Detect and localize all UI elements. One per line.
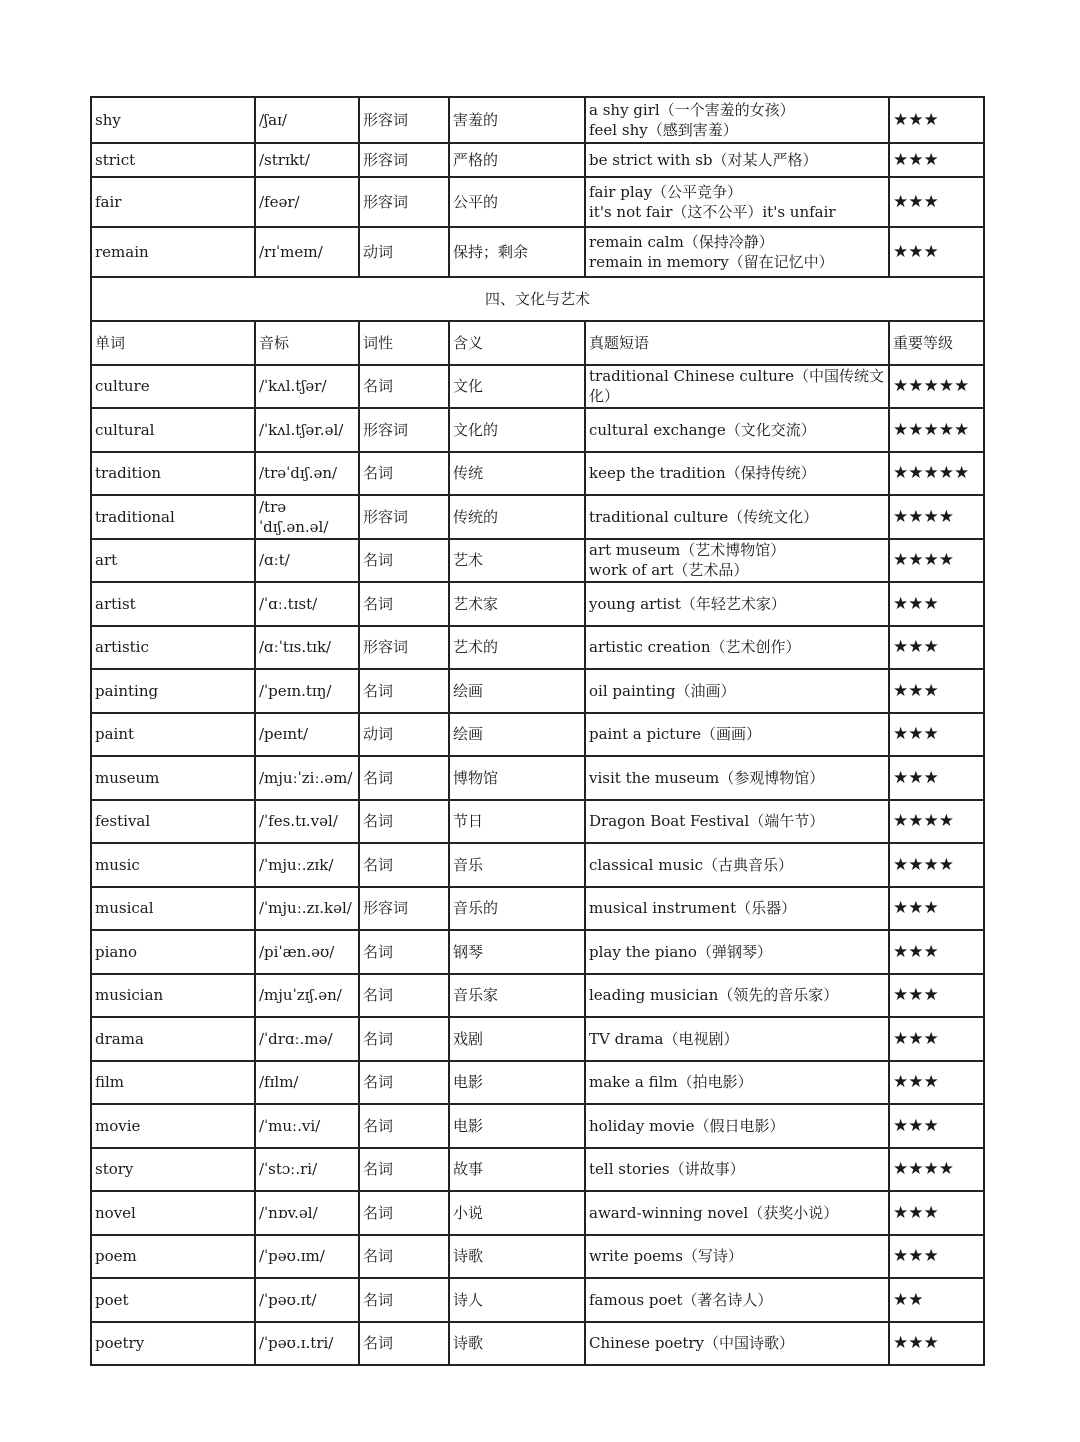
word-cell: artistic — [91, 626, 255, 670]
pos-cell: 名词 — [359, 1148, 449, 1192]
meaning-cell: 音乐家 — [449, 974, 585, 1018]
ipa-cell: /feər/ — [255, 177, 359, 227]
table-row — [91, 974, 984, 1018]
meaning-cell: 文化的 — [449, 408, 585, 452]
examples-cell — [585, 582, 889, 626]
meaning-cell: 艺术家 — [449, 582, 585, 626]
example-phrase: paint a picture（画画） — [589, 725, 762, 744]
vocabulary-table-body — [91, 97, 984, 1365]
pos-cell: 名词 — [359, 800, 449, 844]
pos-cell: 动词 — [359, 227, 449, 277]
example-phrase: write poems（写诗） — [589, 1247, 743, 1266]
table-row — [91, 539, 984, 583]
example-phrase: visit the museum（参观博物馆） — [589, 768, 825, 787]
table-row — [91, 1278, 984, 1322]
importance-stars: ★★★ — [889, 626, 984, 670]
word-cell: festival — [91, 800, 255, 844]
meaning-cell: 戏剧 — [449, 1017, 585, 1061]
table-row — [91, 1322, 984, 1366]
table-row — [91, 843, 984, 887]
meaning-cell: 保持；剩余 — [449, 227, 585, 277]
examples-cell — [585, 669, 889, 713]
word-cell: remain — [91, 227, 255, 277]
meaning-cell: 电影 — [449, 1104, 585, 1148]
example-phrase: make a film（拍电影） — [589, 1073, 753, 1092]
table-row — [91, 408, 984, 452]
table-row — [91, 713, 984, 757]
examples-cell — [585, 1322, 889, 1366]
table-row — [91, 452, 984, 496]
table-row — [91, 930, 984, 974]
ipa-cell: /ˈpeɪn.tɪŋ/ — [255, 669, 359, 713]
examples-cell — [585, 843, 889, 887]
ipa-cell: /ˈdrɑː.mə/ — [255, 1017, 359, 1061]
word-cell: tradition — [91, 452, 255, 496]
ipa-cell: /ʃaɪ/ — [255, 97, 359, 143]
meaning-cell: 传统的 — [449, 495, 585, 539]
table-row — [91, 1017, 984, 1061]
pos-cell: 名词 — [359, 843, 449, 887]
word-cell: drama — [91, 1017, 255, 1061]
pos-cell: 名词 — [359, 1278, 449, 1322]
example-phrase: a shy girl（一个害羞的女孩） — [589, 101, 795, 119]
importance-stars: ★★★ — [889, 669, 984, 713]
pos-cell: 形容词 — [359, 177, 449, 227]
word-cell: paint — [91, 713, 255, 757]
column-header-pos: 词性 — [359, 321, 449, 365]
importance-stars: ★★★ — [889, 1061, 984, 1105]
importance-stars: ★★★ — [889, 582, 984, 626]
example-phrase: classical music（古典音乐） — [589, 855, 794, 874]
example-phrase: it's not fair（这不公平）it's unfair — [589, 203, 836, 221]
ipa-cell: /strɪkt/ — [255, 143, 359, 177]
table-row — [91, 1061, 984, 1105]
vocabulary-table — [90, 96, 985, 1366]
word-cell: poetry — [91, 1322, 255, 1366]
examples-cell — [585, 97, 889, 143]
word-cell: novel — [91, 1191, 255, 1235]
importance-stars: ★★★★ — [889, 1148, 984, 1192]
importance-stars: ★★★ — [889, 177, 984, 227]
ipa-cell: /ˈnɒv.əl/ — [255, 1191, 359, 1235]
meaning-cell: 节日 — [449, 800, 585, 844]
meaning-cell: 诗歌 — [449, 1322, 585, 1366]
example-phrase: holiday movie（假日电影） — [589, 1116, 785, 1135]
column-header-meaning: 含义 — [449, 321, 585, 365]
table-row — [91, 1104, 984, 1148]
importance-stars: ★★★★★ — [889, 408, 984, 452]
importance-stars: ★★★ — [889, 227, 984, 277]
ipa-cell: /ˈmuː.vi/ — [255, 1104, 359, 1148]
table-header-row — [91, 321, 984, 365]
ipa-cell: /mjuːˈziː.əm/ — [255, 756, 359, 800]
example-phrase: be strict with sb（对某人严格） — [589, 151, 818, 169]
word-cell: cultural — [91, 408, 255, 452]
ipa-cell: /ˈɑː.tɪst/ — [255, 582, 359, 626]
ipa-cell: /trəˈdɪʃ.ən.əl/ — [255, 495, 359, 539]
word-cell: poet — [91, 1278, 255, 1322]
table-row — [91, 365, 984, 409]
meaning-cell: 音乐 — [449, 843, 585, 887]
pos-cell: 名词 — [359, 452, 449, 496]
meaning-cell: 绘画 — [449, 669, 585, 713]
table-row — [91, 97, 984, 143]
meaning-cell: 小说 — [449, 1191, 585, 1235]
ipa-cell: /peɪnt/ — [255, 713, 359, 757]
table-row — [91, 177, 984, 227]
ipa-cell: /ˈstɔː.ri/ — [255, 1148, 359, 1192]
example-phrase: young artist（年轻艺术家） — [589, 594, 786, 613]
column-header-examples: 真题短语 — [585, 321, 889, 365]
word-cell: culture — [91, 365, 255, 409]
example-phrase: remain calm（保持冷静） — [589, 233, 774, 251]
word-cell: music — [91, 843, 255, 887]
word-cell: poem — [91, 1235, 255, 1279]
pos-cell: 名词 — [359, 1061, 449, 1105]
examples-cell — [585, 930, 889, 974]
examples-cell — [585, 1061, 889, 1105]
examples-cell — [585, 756, 889, 800]
meaning-cell: 故事 — [449, 1148, 585, 1192]
examples-cell — [585, 974, 889, 1018]
example-phrase: cultural exchange（文化交流） — [589, 420, 816, 439]
word-cell: film — [91, 1061, 255, 1105]
meaning-cell: 绘画 — [449, 713, 585, 757]
table-row — [91, 887, 984, 931]
example-phrase: musical instrument（乐器） — [589, 899, 797, 918]
ipa-cell: /rɪˈmeɪn/ — [255, 227, 359, 277]
column-header-ipa: 音标 — [255, 321, 359, 365]
importance-stars: ★★★ — [889, 974, 984, 1018]
examples-cell — [585, 1278, 889, 1322]
pos-cell: 形容词 — [359, 408, 449, 452]
ipa-cell: /ˈkʌl.tʃər.əl/ — [255, 408, 359, 452]
example-phrase: traditional Chinese culture（中国传统文化） — [589, 367, 884, 406]
table-row — [91, 756, 984, 800]
examples-cell — [585, 713, 889, 757]
pos-cell: 形容词 — [359, 97, 449, 143]
meaning-cell: 文化 — [449, 365, 585, 409]
word-cell: museum — [91, 756, 255, 800]
ipa-cell: /mjuˈzɪʃ.ən/ — [255, 974, 359, 1018]
examples-cell — [585, 539, 889, 583]
table-row — [91, 495, 984, 539]
pos-cell: 名词 — [359, 1235, 449, 1279]
examples-cell — [585, 227, 889, 277]
ipa-cell: /ˈpəʊ.ɪ.tri/ — [255, 1322, 359, 1366]
importance-stars: ★★★ — [889, 143, 984, 177]
word-cell: shy — [91, 97, 255, 143]
word-cell: artist — [91, 582, 255, 626]
meaning-cell: 害羞的 — [449, 97, 585, 143]
example-phrase: keep the tradition（保持传统） — [589, 464, 816, 483]
word-cell: movie — [91, 1104, 255, 1148]
importance-stars: ★★★★ — [889, 539, 984, 583]
pos-cell: 形容词 — [359, 495, 449, 539]
importance-stars: ★★★ — [889, 1235, 984, 1279]
pos-cell: 名词 — [359, 365, 449, 409]
word-cell: fair — [91, 177, 255, 227]
meaning-cell: 艺术 — [449, 539, 585, 583]
importance-stars: ★★★★ — [889, 800, 984, 844]
example-phrase: fair play（公平竞争） — [589, 183, 743, 201]
ipa-cell: /ˈpəʊ.ɪm/ — [255, 1235, 359, 1279]
example-phrase: feel shy（感到害羞） — [589, 121, 738, 139]
example-phrase: play the piano（弹钢琴） — [589, 942, 772, 961]
word-cell: musical — [91, 887, 255, 931]
importance-stars: ★★★★★ — [889, 365, 984, 409]
table-row — [91, 1191, 984, 1235]
example-phrase: traditional culture（传统文化） — [589, 507, 819, 526]
examples-cell — [585, 1191, 889, 1235]
ipa-cell: /ɑːt/ — [255, 539, 359, 583]
meaning-cell: 博物馆 — [449, 756, 585, 800]
ipa-cell: /fɪlm/ — [255, 1061, 359, 1105]
importance-stars: ★★★★★ — [889, 452, 984, 496]
importance-stars: ★★★ — [889, 756, 984, 800]
ipa-cell: /trəˈdɪʃ.ən/ — [255, 452, 359, 496]
importance-stars: ★★★★ — [889, 843, 984, 887]
pos-cell: 名词 — [359, 539, 449, 583]
pos-cell: 名词 — [359, 1191, 449, 1235]
word-cell: art — [91, 539, 255, 583]
example-phrase: famous poet（著名诗人） — [589, 1290, 773, 1309]
pos-cell: 形容词 — [359, 626, 449, 670]
importance-stars: ★★★ — [889, 1191, 984, 1235]
meaning-cell: 钢琴 — [449, 930, 585, 974]
example-phrase: award-winning novel（获奖小说） — [589, 1203, 839, 1222]
table-row — [91, 227, 984, 277]
meaning-cell: 诗人 — [449, 1278, 585, 1322]
table-row — [91, 669, 984, 713]
word-cell: traditional — [91, 495, 255, 539]
meaning-cell: 音乐的 — [449, 887, 585, 931]
importance-stars: ★★★ — [889, 887, 984, 931]
ipa-cell: /ˈkʌl.tʃər/ — [255, 365, 359, 409]
word-cell: painting — [91, 669, 255, 713]
importance-stars: ★★ — [889, 1278, 984, 1322]
importance-stars: ★★★ — [889, 1017, 984, 1061]
pos-cell: 名词 — [359, 1104, 449, 1148]
examples-cell — [585, 1235, 889, 1279]
example-phrase: Dragon Boat Festival（端午节） — [589, 812, 825, 831]
examples-cell — [585, 408, 889, 452]
ipa-cell: /ɑːˈtɪs.tɪk/ — [255, 626, 359, 670]
example-phrase: tell stories（讲故事） — [589, 1160, 745, 1179]
examples-cell — [585, 1017, 889, 1061]
examples-cell — [585, 887, 889, 931]
example-phrase: Chinese poetry（中国诗歌） — [589, 1334, 794, 1353]
pos-cell: 动词 — [359, 713, 449, 757]
section-title-row — [91, 277, 984, 321]
table-row — [91, 1148, 984, 1192]
example-phrase: work of art（艺术品） — [589, 561, 749, 580]
word-cell: strict — [91, 143, 255, 177]
table-row — [91, 582, 984, 626]
examples-cell — [585, 800, 889, 844]
importance-stars: ★★★ — [889, 930, 984, 974]
ipa-cell: /ˈpəʊ.ɪt/ — [255, 1278, 359, 1322]
ipa-cell: /piˈæn.əʊ/ — [255, 930, 359, 974]
ipa-cell: /ˈmjuː.zɪ.kəl/ — [255, 887, 359, 931]
example-phrase: artistic creation（艺术创作） — [589, 638, 801, 657]
ipa-cell: /ˈfes.tɪ.vəl/ — [255, 800, 359, 844]
table-row — [91, 800, 984, 844]
example-phrase: art museum（艺术博物馆） — [589, 541, 786, 560]
pos-cell: 名词 — [359, 1017, 449, 1061]
column-header-level: 重要等级 — [889, 321, 984, 365]
column-header-word: 单词 — [91, 321, 255, 365]
pos-cell: 名词 — [359, 974, 449, 1018]
meaning-cell: 传统 — [449, 452, 585, 496]
importance-stars: ★★★ — [889, 1322, 984, 1366]
examples-cell — [585, 177, 889, 227]
meaning-cell: 诗歌 — [449, 1235, 585, 1279]
examples-cell — [585, 1104, 889, 1148]
example-phrase: remain in memory（留在记忆中） — [589, 253, 834, 271]
example-phrase: oil painting（油画） — [589, 681, 736, 700]
pos-cell: 形容词 — [359, 143, 449, 177]
importance-stars: ★★★ — [889, 97, 984, 143]
examples-cell — [585, 143, 889, 177]
pos-cell: 形容词 — [359, 887, 449, 931]
pos-cell: 名词 — [359, 756, 449, 800]
importance-stars: ★★★ — [889, 713, 984, 757]
word-cell: story — [91, 1148, 255, 1192]
table-row — [91, 143, 984, 177]
ipa-cell: /ˈmjuː.zɪk/ — [255, 843, 359, 887]
pos-cell: 名词 — [359, 1322, 449, 1366]
table-row — [91, 1235, 984, 1279]
pos-cell: 名词 — [359, 669, 449, 713]
examples-cell — [585, 365, 889, 409]
meaning-cell: 公平的 — [449, 177, 585, 227]
example-phrase: TV drama（电视剧） — [589, 1029, 739, 1048]
meaning-cell: 严格的 — [449, 143, 585, 177]
meaning-cell: 电影 — [449, 1061, 585, 1105]
importance-stars: ★★★ — [889, 1104, 984, 1148]
examples-cell — [585, 495, 889, 539]
meaning-cell: 艺术的 — [449, 626, 585, 670]
pos-cell: 名词 — [359, 582, 449, 626]
word-cell: piano — [91, 930, 255, 974]
importance-stars: ★★★★ — [889, 495, 984, 539]
example-phrase: leading musician（领先的音乐家） — [589, 986, 839, 1005]
section-title: 四、文化与艺术 — [91, 277, 984, 321]
word-cell: musician — [91, 974, 255, 1018]
examples-cell — [585, 626, 889, 670]
pos-cell: 名词 — [359, 930, 449, 974]
table-row — [91, 626, 984, 670]
examples-cell — [585, 1148, 889, 1192]
examples-cell — [585, 452, 889, 496]
